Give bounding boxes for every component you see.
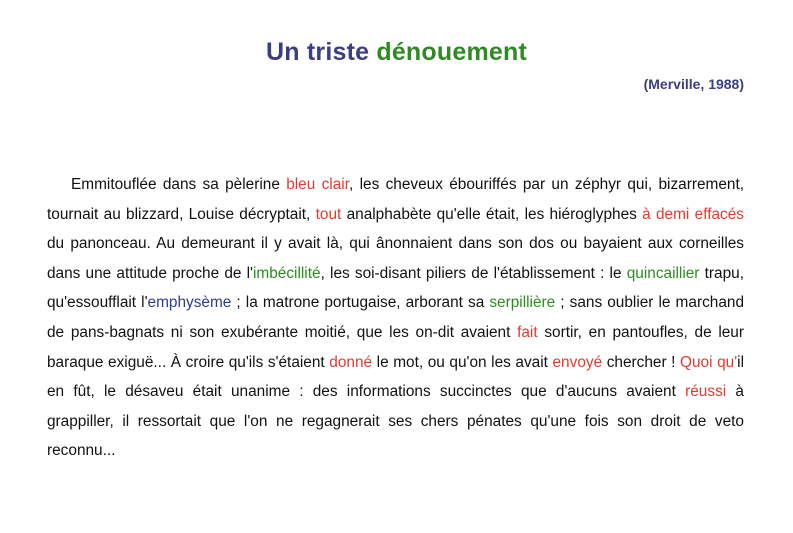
highlighted-word: fait [517, 323, 538, 341]
highlighted-word: quincaillier [626, 264, 700, 282]
text-segment: chercher ! [602, 353, 681, 371]
highlighted-word: imbécillité [252, 264, 321, 282]
highlighted-word: serpillière [489, 294, 556, 312]
text-segment: le mot, ou qu'on les avait [372, 353, 553, 371]
highlighted-word: tout [315, 205, 342, 223]
text-segment: , les cheveux ébouriffés par un zéphyr qui, bizarrement, tournait au blizzard, Louise décryptait, [47, 176, 745, 223]
highlighted-word: réussi [685, 383, 727, 401]
highlighted-word: envoyé [552, 353, 603, 371]
highlighted-word: emphysème [147, 294, 232, 312]
title-part-1: Un triste [266, 38, 377, 66]
highlighted-word: bleu clair [286, 176, 349, 193]
text-segment: ; la matrone portugaise, arborant sa [231, 294, 490, 312]
text-segment: sortir, en pantoufles, de leur baraque exiguë... À croire qu'ils s'étaient [47, 323, 744, 371]
text-segment: du panonceau. Au demeurant il y avait là, qui ânonnaient dans son dos ou bayaient aux corneilles dans une attitude proche de l' [47, 235, 744, 282]
text-segment: il en fût, le désaveu était unanime : des informations succinctes que d'aucuns avaient [47, 353, 744, 401]
highlighted-word: donné [329, 353, 373, 371]
highlighted-word: à demi effacés [642, 205, 744, 223]
document-title [0, 38, 793, 67]
text-segment: trapu, qu'essoufflait l' [47, 264, 744, 312]
highlighted-word: Quoi qu' [680, 353, 738, 371]
text-segment: , les soi-disant piliers de l'établissement : le [320, 264, 627, 282]
text-segment: Emmitouflée dans sa pèlerine [71, 176, 287, 193]
title-part-2: dénouement [376, 38, 527, 66]
dictation-paragraph [47, 170, 744, 466]
source-citation: (Merville, 1988) [643, 76, 744, 92]
text-segment: ; sans oublier le marchand de pans-bagnats ni son exubérante moitié, que les on-dit avaient [47, 294, 745, 341]
text-segment: à grappiller, il ressortait que l'on ne regagnerait ses chers pénates qu'une fois son droit de veto reconnu... [47, 383, 744, 460]
text-segment: analphabète qu'elle était, les hiéroglyphes [341, 205, 643, 223]
